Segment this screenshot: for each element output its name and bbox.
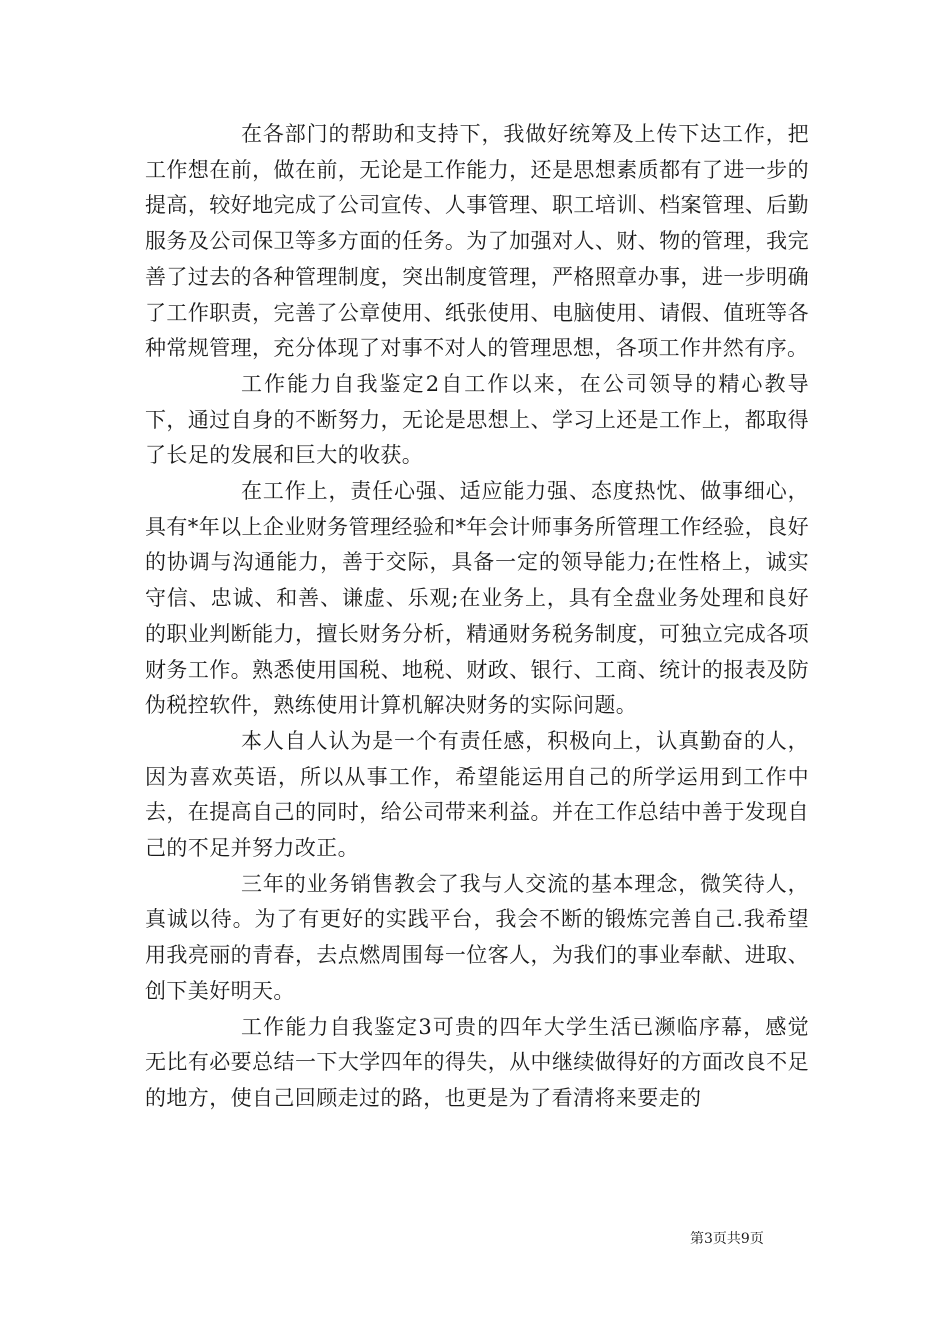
paragraph-4: 本人自人认为是一个有责任感，积极向上，认真勤奋的人，因为喜欢英语，所以从事工作，希望能运用自己的所学运用到工作中去，在提高自己的同时，给公司带来利益。并在工作总结中善于发现自己的不足并努力改正。: [145, 728, 809, 861]
paragraph-2: 工作能力自我鉴定2自工作以来，在公司领导的精心教导下，通过自身的不断努力，无论是思想上、学习上还是工作上，都取得了长足的发展和巨大的收获。: [145, 371, 809, 468]
paragraph-5: 三年的业务销售教会了我与人交流的基本理念，微笑待人，真诚以待。为了有更好的实践平台，我会不断的锻炼完善自己.我希望用我亮丽的青春，去点燃周围每一位客人，为我们的事业奉献、进取、创下美好明天。: [145, 871, 809, 1003]
page-number-footer: 第3页共9页: [690, 1231, 764, 1247]
paragraph-6: 工作能力自我鉴定3可贵的四年大学生活已濒临序幕，感觉无比有必要总结一下大学四年的得失，从中继续做得好的方面改良不足的地方，使自己回顾走过的路，也更是为了看清将来要走的: [145, 1014, 809, 1110]
paragraph-1: 在各部门的帮助和支持下，我做好统筹及上传下达工作，把工作想在前，做在前，无论是工作能力，还是思想素质都有了进一步的提高，较好地完成了公司宣传、人事管理、职工培训、档案管理、后勤服务及公司保卫等多方面的任务。为了加强对人、财、物的管理，我完善了过去的各种管理制度，突出制度管理，严格照章办事，进一步明确了工作职责，完善了公章使用、纸张使用、电脑使用、请假、值班等各种常规管理，充分体现了对事不对人的管理思想，各项工作井然有序。: [145, 122, 809, 361]
document-body: [145, 117, 809, 1117]
paragraph-3: 在工作上，责任心强、适应能力强、态度热忱、做事细心，具有*年以上企业财务管理经验和*年会计师事务所管理工作经验，良好的协调与沟通能力，善于交际，具备一定的领导能力;在性格上，诚实守信、忠诚、和善、谦虚、乐观;在业务上，具有全盘业务处理和良好的职业判断能力，擅长财务分析，精通财务税务制度，可独立完成各项财务工作。熟悉使用国税、地税、财政、银行、工商、统计的报表及防伪税控软件，熟练使用计算机解决财务的实际问题。: [145, 479, 809, 718]
